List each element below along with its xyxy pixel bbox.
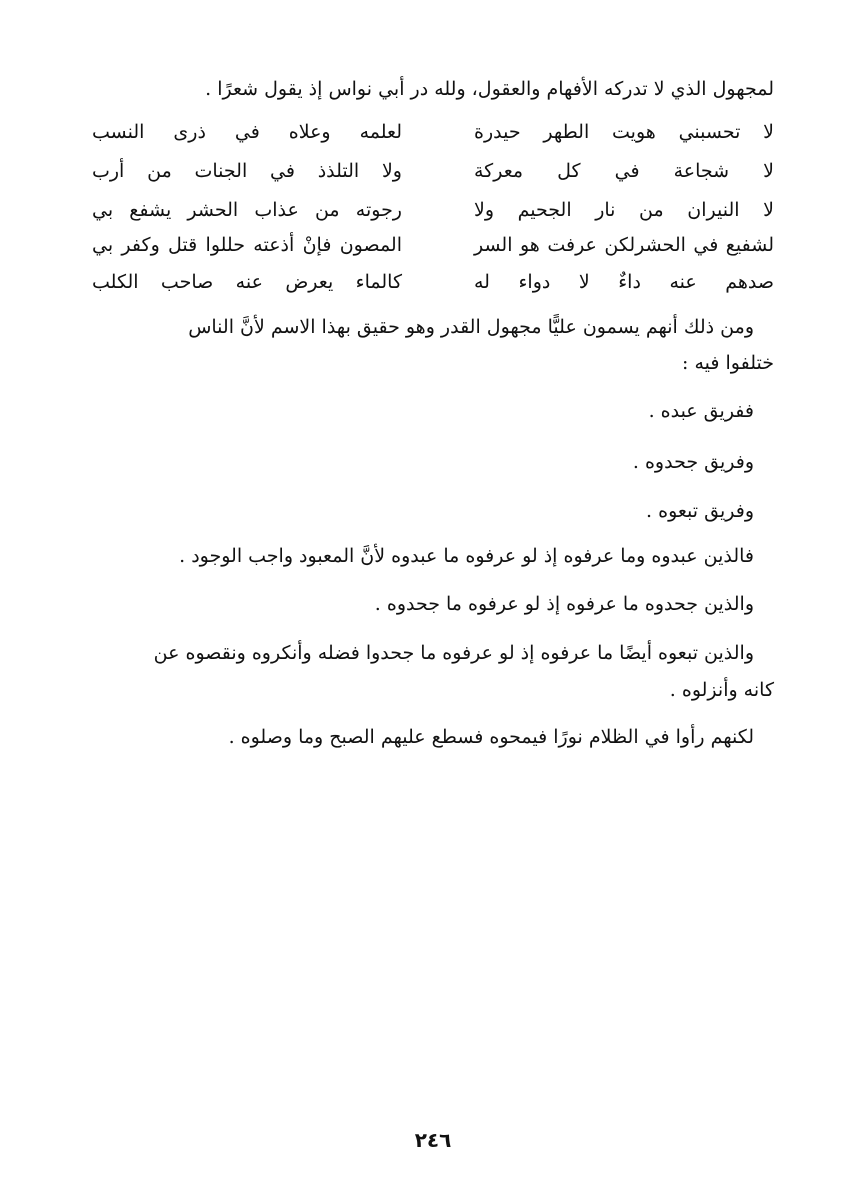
- verse-second-hemistich: لعلمه وعلاه في ذرى النسب: [92, 121, 402, 143]
- verse-second-hemistich: رجوته من عذاب الحشر يشفع بي: [92, 199, 402, 221]
- paragraph-line: فالذين عبدوه وما عرفوه إذ لو عرفوه ما عبدوه لأنَّ المعبود واجب الوجود .: [179, 545, 754, 567]
- intro-line: لمجهول الذي لا تدركه الأفهام والعقول، ولله در أبي نواس إذ يقول شعرًا .: [205, 78, 774, 100]
- verse-row: [92, 157, 774, 187]
- paragraph-line: كانه وأنزلوه .: [669, 679, 774, 701]
- paragraph-line: والذين تبعوه أيضًا ما عرفوه إذ لو عرفوه ما جحدوا فضله وأنكروه ونقصوه عن: [153, 642, 754, 664]
- verse-first-hemistich: صدهم عنه داءٌ لا دواء له: [474, 271, 774, 293]
- verse-row: [92, 231, 774, 261]
- verse-second-hemistich: المصون فإنْ أذعته حللوا قتل وكفر بي: [92, 234, 402, 256]
- list-item: وفريق تبعوه .: [646, 500, 754, 522]
- verse-row: [92, 118, 774, 148]
- verse-second-hemistich: ولا التلذذ في الجنات من أرب: [92, 160, 402, 182]
- list-item: وفريق جحدوه .: [632, 451, 754, 473]
- paragraph-line: والذين جحدوه ما عرفوه إذ لو عرفوه ما جحدوه .: [374, 593, 754, 615]
- verse-first-hemistich: لا تحسبني هويت الطهر حيدرة: [474, 121, 774, 143]
- list-item: ففريق عبده .: [648, 400, 754, 422]
- page-number: ٢٤٦: [414, 1128, 452, 1152]
- verse-first-hemistich: لشفيع في الحشرلكن عرفت هو السر: [474, 234, 774, 256]
- verse-first-hemistich: لا النيران من نار الجحيم ولا: [474, 199, 774, 221]
- paragraph-line: ومن ذلك أنهم يسمون عليًّا مجهول القدر وهو حقيق بهذا الاسم لأنَّ الناس: [188, 316, 754, 338]
- paragraph-line: لكنهم رأوا في الظلام نورًا فيمحوه فسطع عليهم الصبح وما وصلوه .: [228, 726, 754, 748]
- verse-second-hemistich: كالماء يعرض عنه صاحب الكلب: [92, 271, 402, 293]
- verse-row: [92, 268, 774, 298]
- verse-row: [92, 196, 774, 226]
- verse-first-hemistich: لا شجاعة في كل معركة: [474, 160, 774, 182]
- paragraph-line: ختلفوا فيه :: [682, 352, 774, 374]
